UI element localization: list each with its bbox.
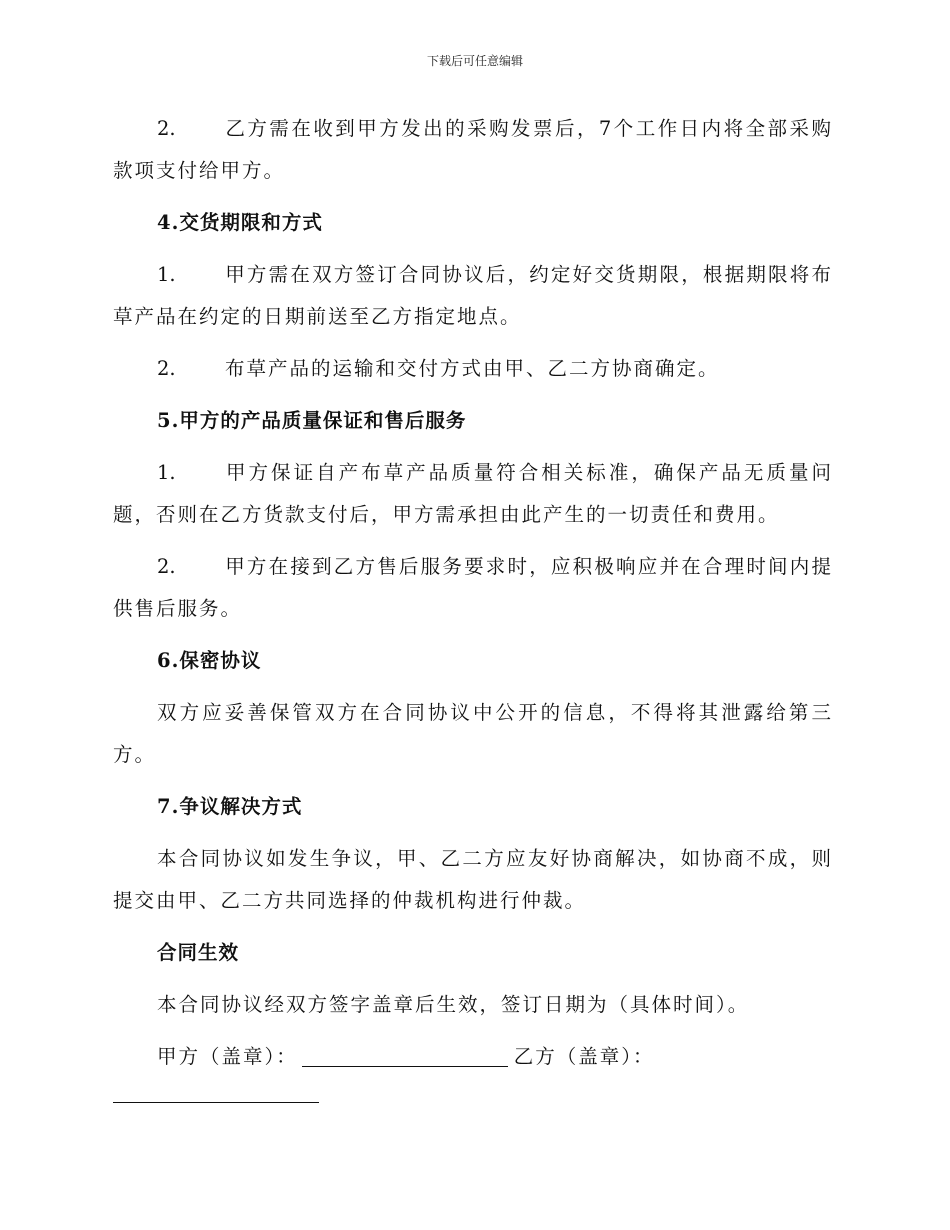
item-number: 1. — [157, 263, 176, 286]
effect-paragraph: 本合同协议经双方签字盖章后生效，签订日期为（具体时间）。 — [157, 993, 750, 1016]
delivery-item-2 — [113, 348, 833, 390]
item-text: 甲方保证自产布草产品质量符合相关标准，确保产品无质量问题，否则在乙方货款支付后，甲方需承担由此产生的一切责任和费用。 — [113, 461, 833, 526]
quality-item-2 — [113, 546, 833, 630]
item-number: 2. — [157, 555, 176, 578]
item-text: 乙方需在收到甲方发出的采购发票后，7个工作日内将全部采购款项支付给甲方。 — [113, 117, 833, 182]
item-number: 2. — [157, 117, 176, 140]
item-number: 1. — [157, 461, 176, 484]
item-number: 2. — [157, 357, 176, 380]
section-heading-delivery: 4.交货期限和方式 — [157, 211, 323, 234]
section-heading-quality: 5.甲方的产品质量保证和售后服务 — [157, 409, 467, 432]
payment-item-2 — [113, 108, 833, 192]
confidentiality-paragraph: 双方应妥善保管双方在合同协议中公开的信息，不得将其泄露给第三方。 — [113, 701, 833, 766]
section-heading-effect: 合同生效 — [157, 941, 240, 964]
party-a-label: 甲方（盖章）： — [157, 1045, 298, 1068]
page-header: 下载后可任意编辑 — [426, 54, 523, 68]
dispute-paragraph: 本合同协议如发生争议，甲、乙二方应友好协商解决，如协商不成，则提交由甲、乙二方共同选择的仲裁机构进行仲裁。 — [113, 847, 833, 912]
item-text: 甲方在接到乙方售后服务要求时，应积极响应并在合理时间内提供售后服务。 — [113, 555, 833, 620]
party-b-signature-blank — [113, 1102, 319, 1103]
quality-item-1 — [113, 452, 833, 536]
section-heading-dispute: 7.争议解决方式 — [157, 795, 303, 818]
delivery-item-1 — [113, 254, 833, 338]
section-heading-confidentiality: 6.保密协议 — [157, 649, 262, 672]
document-body — [113, 108, 833, 1078]
party-b-label: 乙方（盖章）： — [513, 1045, 655, 1068]
item-text: 甲方需在双方签订合同协议后，约定好交货期限，根据期限将布草产品在约定的日期前送至乙方指定地点。 — [113, 263, 833, 328]
party-a-signature-blank — [302, 1040, 508, 1067]
item-text: 布草产品的运输和交付方式由甲、乙二方协商确定。 — [225, 357, 720, 380]
signature-line — [113, 1036, 833, 1078]
